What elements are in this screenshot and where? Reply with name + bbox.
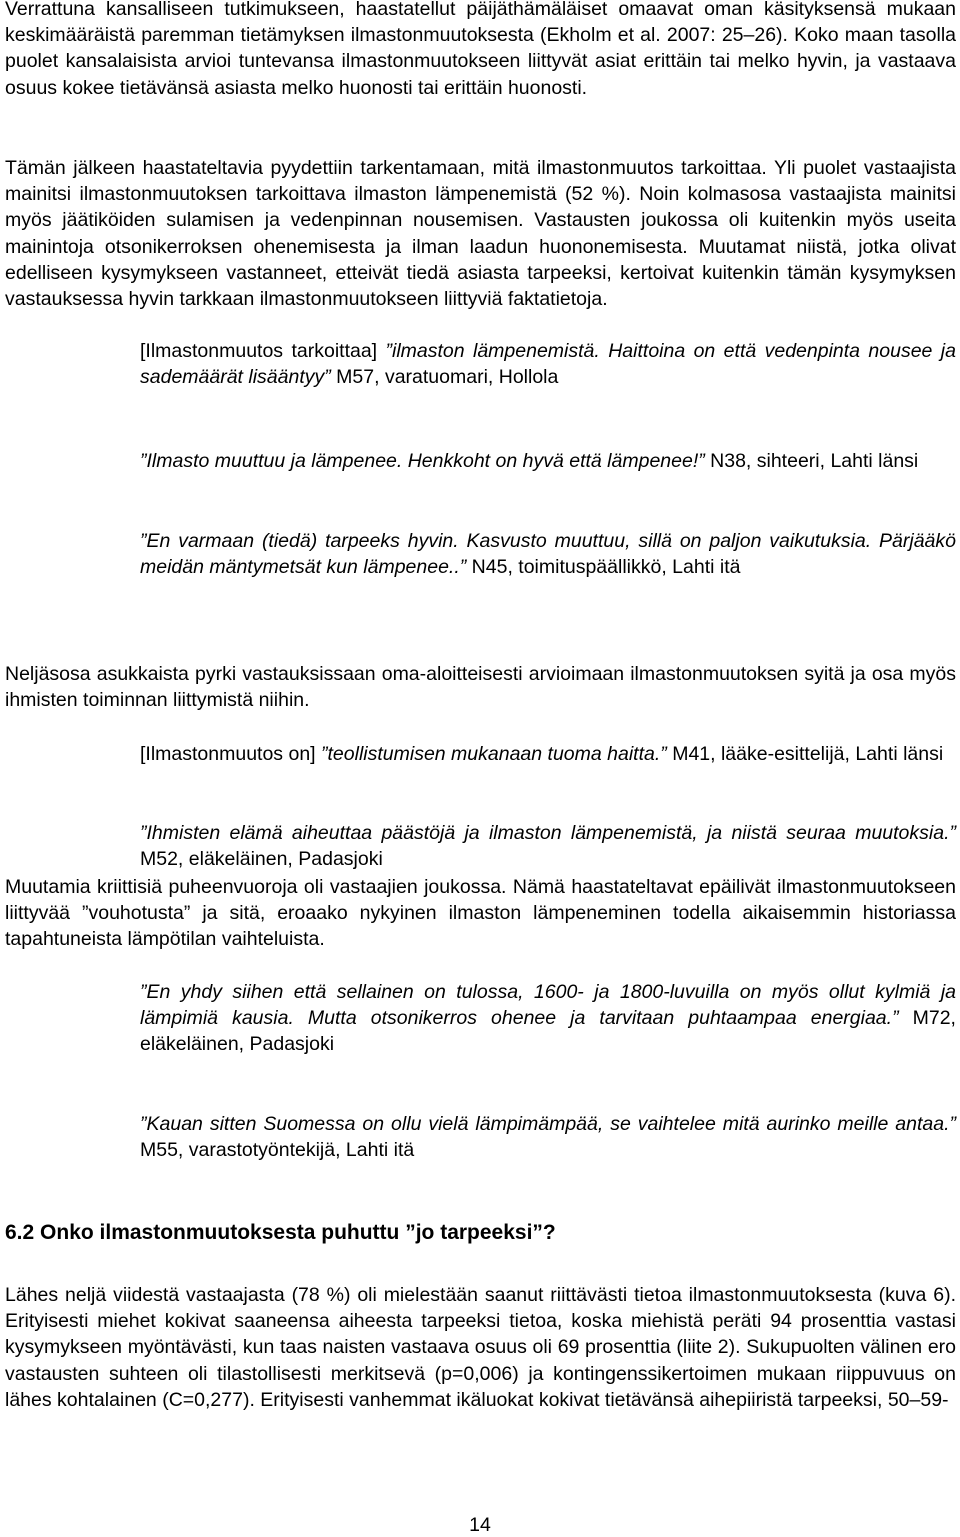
quote-1-prefix: [Ilmastonmuutos tarkoittaa] <box>140 340 386 362</box>
quote-6 <box>140 979 956 1058</box>
quote-4-attribution: M41, lääke-esittelijä, Lahti länsi <box>666 743 944 765</box>
quote-5-text: ”Ihmisten elämä aiheuttaa päästöjä ja ilmaston lämpenemistä, ja niistä seuraa muutoksia.” <box>140 822 956 844</box>
quote-1-attribution: M57, varatuomari, Hollola <box>330 366 559 389</box>
paragraph-critical: Muutamia kriittisiä puheenvuoroja oli vastaajien joukossa. Nämä haastateltavat epäilivät ilmastonmuutokseen liittyvää ”vouhotusta” ja sitä, eroaako nykyinen ilmaston lämpeneminen todella aikaisemmin historiassa tapahtuneista lämpötilan vaihteluista. <box>5 876 956 951</box>
quote-2-attribution: N38, sihteeri, Lahti länsi <box>704 450 919 472</box>
quote-6-attribution: M72, eläkeläinen, Padasjoki <box>140 1007 956 1056</box>
quote-5 <box>140 820 956 872</box>
page-number: 14 <box>469 1514 491 1536</box>
quote-2-text: ”Ilmasto muuttuu ja lämpenee. Henkkoht on hyvä että lämpenee!” <box>140 450 705 472</box>
quote-5-attribution: M52, eläkeläinen, Padasjoki <box>140 848 383 871</box>
quote-6-text: ”En yhdy siihen että sellainen on tulossa, 1600- ja 1800-luvuilla on myös ollut kylmiä ja lämpimiä kausia. Mutta otsonikerros ohenee ja tarvitaan puhtaampaa energiaa.” <box>140 981 956 1030</box>
paragraph-sufficient-info: Lähes neljä viidestä vastaajasta (78 %) oli mielestään saanut riittävästi tietoa ilmastonmuutoksesta (kuva 6). Erityisesti miehet kokivat saaneensa aiheesta tarpeeksi tietoa, koska miehistä peräti 94 prosenttia vastasi kysymykseen myöntävästi, kun taas naisten vastaava osuus oli 69 prosenttia (liite 2). Sukupuolten välinen ero vastausten suhteen oli tilastollisesti merkitsevä (p=0,006) ja kontingenssikertoimen mukaan riippuvuus on lähes kohtalainen (C=0,277). Erityisesti vanhemmat ikäluokat kokivat tietävänsä aihepiiristä tarpeeksi, 50–59- <box>5 1284 956 1411</box>
quote-7-attribution: M55, varastotyöntekijä, Lahti itä <box>140 1139 415 1162</box>
section-heading: 6.2 Onko ilmastonmuutoksesta puhuttu ”jo tarpeeksi”? <box>5 1221 556 1244</box>
quote-3 <box>140 528 956 580</box>
quote-4-text: ”teollistumisen mukanaan tuoma haitta.” <box>321 743 667 765</box>
paragraph-definition: Tämän jälkeen haastateltavia pyydettiin tarkentamaan, mitä ilmastonmuutos tarkoittaa. Yli puolet vastaajista mainitsi ilmastonmuutoksen tarkoittava ilmaston lämpenemistä (52 %). Noin kolmasosa vastaajista mainitsi myös jäätiköiden sulamisen ja vedenpinnan nousemisen. Vastausten joukossa oli kuitenkin myös useita mainintoja otsonikerroksen ohenemisesta ja ilman laadun huononemisesta. Muutamat niistä, jotka olivat edelliseen kysymykseen vastanneet, etteivät tiedä asiasta tarpeeksi, kertoivat kuitenkin tämän kysymyksen vastauksessa hyvin tarkkaan ilmastonmuutokseen liittyviä faktatietoja. <box>5 157 956 311</box>
quote-7 <box>140 1111 956 1163</box>
quote-1 <box>140 338 956 390</box>
quote-1-text: ”ilmaston lämpenemistä. Haittoina on että vedenpinta nousee ja sademäärät lisääntyy” <box>140 340 956 389</box>
quote-3-text: ”En varmaan (tiedä) tarpeeks hyvin. Kasvusto muuttuu, sillä on paljon vaikutuksia. Pärjääkö meidän mäntymetsät kun lämpenee..” <box>140 530 956 579</box>
quote-7-text: ”Kauan sitten Suomessa on ollu vielä lämpimämpää, se vaihtelee mitä aurinko meille antaa.” <box>140 1113 956 1135</box>
quote-3-attribution: N45, toimituspäällikkö, Lahti itä <box>466 556 741 579</box>
quote-4-prefix: [Ilmastonmuutos on] <box>140 743 322 765</box>
quote-2 <box>140 448 956 474</box>
quote-4 <box>140 741 956 767</box>
paragraph-intro: Verrattuna kansalliseen tutkimukseen, haastatellut päijäthämäläiset omaavat oman käsityksensä mukaan keskimääräistä paremman tietämyksen ilmastonmuutoksesta (Ekholm et al. 2007: 25–26). Koko maan tasolla puolet kansalaisista arvioi tuntevansa ilmastonmuutokseen liittyvät asiat erittäin tai melko hyvin, ja vastaava osuus kokee tietävänsä asiasta melko huonosti tai erittäin huonosti. <box>5 0 956 99</box>
paragraph-causes: Neljäsosa asukkaista pyrki vastauksissaan oma-aloitteisesti arvioimaan ilmastonmuutoksen syitä ja osa myös ihmisten toiminnan liittymistä niihin. <box>5 663 956 712</box>
